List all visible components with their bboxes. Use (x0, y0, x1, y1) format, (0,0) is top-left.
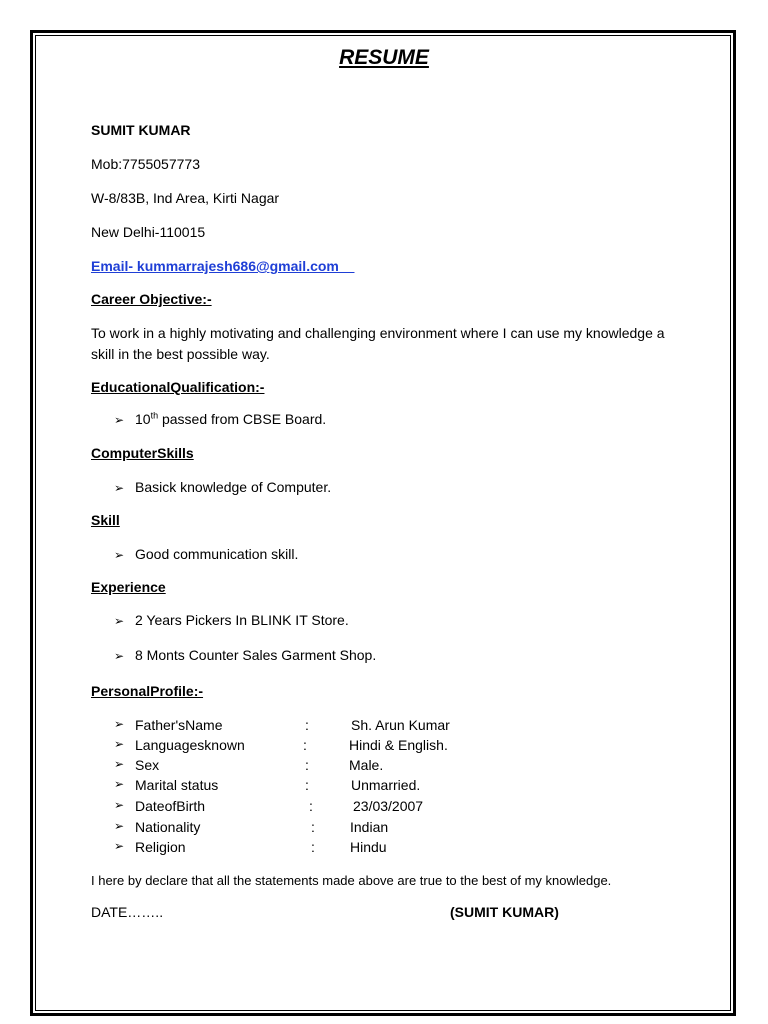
arrow-bullet-icon: ➢ (114, 737, 125, 751)
profile-label: DateofBirth (135, 798, 206, 814)
education-item-suffix: th (150, 410, 159, 421)
experience-text: 8 Monts Counter Sales Garment Shop. (135, 647, 377, 663)
profile-value: Male. (349, 757, 384, 773)
profile-colon: : (305, 717, 309, 733)
profile-label: Marital status (135, 777, 219, 793)
profile-value: Hindi & English. (349, 737, 448, 753)
education-item-text: passed from CBSE Board. (158, 411, 327, 427)
career-objective-text: To work in a highly motivating and challenging environment where I can use my knowledge a skill in the best possible way. (91, 325, 665, 362)
profile-colon: : (311, 819, 315, 835)
profile-label: Sex (135, 757, 160, 773)
profile-label: Nationality (135, 819, 201, 835)
arrow-bullet-icon: ➢ (114, 839, 125, 853)
arrow-bullet-icon: ➢ (114, 481, 125, 495)
computer-skill-text: Basick knowledge of Computer. (135, 479, 332, 495)
arrow-bullet-icon: ➢ (114, 614, 125, 628)
computer-skill-item (114, 479, 331, 495)
profile-colon: : (305, 777, 309, 793)
education-item (114, 411, 326, 427)
personal-profile-heading: PersonalProfile:- (91, 683, 204, 699)
profile-value: Sh. Arun Kumar (351, 717, 450, 733)
arrow-bullet-icon: ➢ (114, 777, 125, 791)
profile-label: Languagesknown (135, 737, 245, 753)
arrow-bullet-icon: ➢ (114, 413, 125, 427)
profile-value: Hindu (350, 839, 387, 855)
arrow-bullet-icon: ➢ (114, 798, 125, 812)
profile-colon: : (309, 798, 313, 814)
career-objective-heading: Career Objective:- (91, 291, 212, 307)
arrow-bullet-icon: ➢ (114, 717, 125, 731)
arrow-bullet-icon: ➢ (114, 548, 125, 562)
profile-colon: : (305, 757, 309, 773)
profile-value: 23/03/2007 (353, 798, 424, 814)
skill-text: Good communication skill. (135, 546, 299, 562)
arrow-bullet-icon: ➢ (114, 757, 125, 771)
page-border-inner (35, 35, 731, 1011)
arrow-bullet-icon: ➢ (114, 649, 125, 663)
candidate-name: SUMIT KUMAR (91, 122, 191, 138)
experience-item (114, 612, 349, 628)
profile-colon: : (303, 737, 307, 753)
education-item-number: 10 (135, 411, 151, 427)
address-line-2: New Delhi-110015 (91, 224, 206, 240)
profile-label: Religion (135, 839, 186, 855)
experience-text: 2 Years Pickers In BLINK IT Store. (135, 612, 349, 628)
profile-value: Indian (350, 819, 389, 835)
skill-item (114, 546, 298, 562)
experience-heading: Experience (91, 579, 166, 595)
profile-colon: : (311, 839, 315, 855)
resume-title: RESUME (339, 46, 429, 69)
mobile-number: Mob:7755057773 (91, 156, 200, 172)
profile-value: Unmarried. (351, 777, 421, 793)
signature-name: (SUMIT KUMAR) (450, 904, 559, 920)
date-field: DATE…….. (91, 904, 164, 920)
education-heading: EducationalQualification:- (91, 379, 265, 395)
arrow-bullet-icon: ➢ (114, 819, 125, 833)
email-link[interactable]: Email- kummarrajesh686@gmail.com__ (91, 258, 355, 274)
address-line-1: W-8/83B, Ind Area, Kirti Nagar (91, 190, 280, 206)
computer-skills-heading: ComputerSkills (91, 445, 194, 461)
skill-heading: Skill (91, 512, 120, 528)
experience-item (114, 647, 376, 663)
declaration-text: I here by declare that all the statements made above are true to the best of my knowledge. (91, 873, 612, 888)
profile-label: Father'sName (135, 717, 223, 733)
